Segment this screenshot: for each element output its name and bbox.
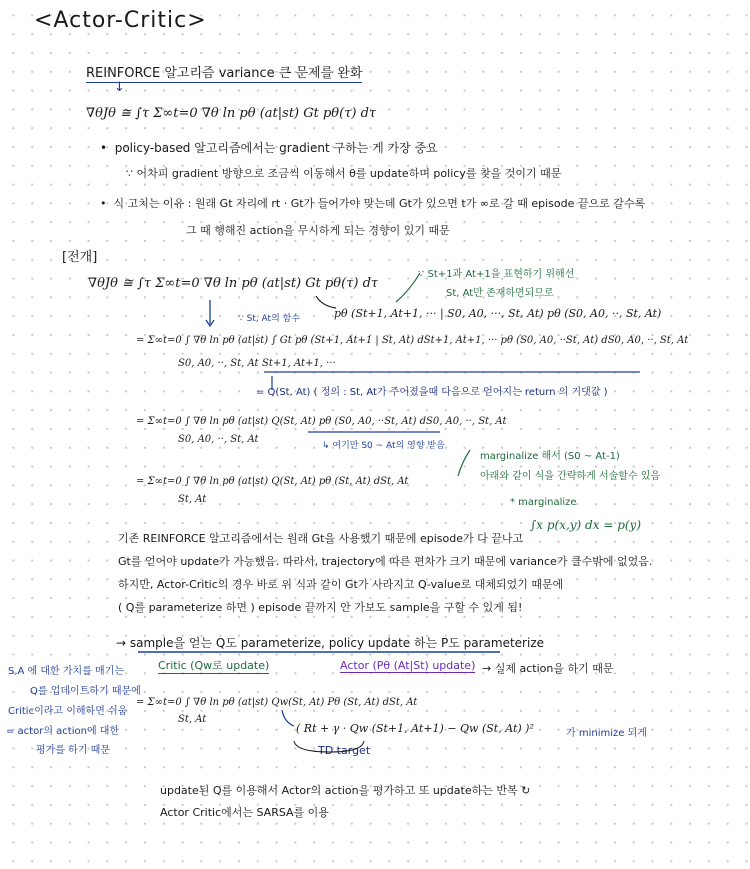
marginalize-arrow: [458, 450, 470, 476]
actor-critic-arrow-line: → sample을 얻는 Q도 parameterize, policy update 하는 P도 parameterize: [116, 636, 544, 650]
marginalize-box-title: * marginalize: [510, 497, 577, 508]
bullet-dot: •: [100, 197, 114, 210]
eq5-subscript: St, At: [178, 714, 207, 725]
td-target-label: TD target: [318, 744, 371, 757]
bullet-1-text: policy-based 알고리즘에서는 gradient 구하는 게 가장 중요: [114, 141, 438, 155]
td-minimize-note: 가 minimize 되게: [566, 728, 647, 739]
bullet-1-sub: ∵ 어차피 gradient 방향으로 조금씩 이동해서 θ를 update하며 policy를 찾을 것이기 때문: [126, 167, 562, 180]
eq2-subscript-2: St+1, At+1, ···: [262, 358, 336, 369]
blue-note-eq3: ↳ 여기만 S0 ~ At의 영향 받음: [322, 441, 445, 451]
marginalize-box-formula: ∫x p(x,y) dx = p(y): [530, 518, 642, 532]
expansion-arrow: [316, 296, 336, 308]
actor-note: → 실제 action을 하기 때문: [482, 662, 614, 675]
expanded-equation-3: = Σ∞t=0 ∫ ∇θ ln pθ (at|st) Q(St, At) pθ (S0, A0, ··St, At) dS0, A0, ··, St, At: [136, 416, 507, 427]
bullet-dot: •: [100, 141, 115, 155]
page-title: <Actor-Critic>: [34, 8, 207, 33]
q-definition: = Q(St, At) ( 정의 : St, At가 주어졌을때 다음으로 얻어지는 return 의 기댓값 ): [256, 387, 608, 398]
blue-note-function: ∵ St, At의 함수: [238, 314, 301, 324]
actor-label: Actor (Pθ (At|St) update): [340, 659, 476, 672]
paragraph-line-1: 기존 REINFORCE 알고리즘에서는 원래 Gt을 사용했기 때문에 episode가 다 끝나고: [118, 532, 524, 545]
paragraph-line-4: ( Q를 parameterize 하면 ) episode 끝까지 안 가보도 sample을 구할 수 있게 됨!: [118, 601, 523, 614]
qw-arrow: [282, 710, 294, 726]
eq2-subscript-1: S0, A0, ··, St, At: [178, 358, 259, 369]
expansion-right: pθ (St+1, At+1, ··· | S0, A0, ···, St, At) pθ (S0, A0, ··, St, At): [334, 307, 662, 320]
critic-explanation-3: Critic이라고 이해하면 쉬움: [8, 706, 128, 717]
footer-line-2: Actor Critic에서는 SARSA를 이용: [160, 806, 329, 819]
actor-critic-equation: = Σ∞t=0 ∫ ∇θ ln pθ (at|st) Qw(St, At) Pθ (St, At) dSt, At: [136, 697, 418, 708]
green-note-1: ∵ St+1과 At+1을 표현하기 위해선: [418, 269, 575, 280]
td-error-expression: ( Rt + γ · Qw (St+1, At+1) − Qw (St, At) )²: [296, 722, 534, 735]
footer-line-1: update된 Q를 이용해서 Actor의 action을 평가하고 또 update하는 반복 ↻: [160, 784, 531, 797]
critic-explanation-5: 평가를 하기 때문: [36, 745, 110, 756]
expanded-equation-2: = Σ∞t=0 ∫ ∇θ ln pθ (at|st) ∫ Gt pθ (St+1, At+1 | St, At) dSt+1, At+1, ··· pθ (S0, A0, ··St, At) dS0, A0, ··, St, At: [136, 335, 689, 346]
critic-explanation-1: S,A 에 대한 가치를 매기는: [8, 666, 125, 677]
derivation-label: [전개]: [62, 250, 98, 265]
bullet-2-text: 식 고치는 이유 : 원래 Gt 자리에 rt · Gt가 들어가야 맞는데 Gt가 있으면 t가 ∞로 갈 때 episode 끝으로 갈수록: [113, 197, 646, 210]
paragraph-line-2: Gt를 얻어야 update가 가능했음. 따라서, trajectory에 따른 편차가 크기 때문에 variance가 클수밖에 없었음.: [118, 555, 653, 568]
green-note-arrow: [396, 273, 420, 302]
bullet-2: [100, 195, 645, 211]
marginalize-note-2: 아래와 같이 식을 간략하게 서술할수 있음: [480, 471, 661, 482]
down-arrow-icon: ↓: [114, 80, 125, 95]
paragraph-line-3: 하지만, Actor-Critic의 경우 바로 위 식과 같이 Gt가 사라지고 Q-value로 대체되었기 때문에: [118, 578, 564, 591]
derivation-main-equation: ∇θJθ ≅ ∫τ Σ∞t=0 ∇θ ln pθ (at|st) Gt pθ(τ) dτ: [88, 276, 379, 291]
marginalize-note-1: marginalize 해서 (S0 ~ At-1): [480, 451, 620, 462]
intro-heading: REINFORCE 알고리즘 variance 큰 문제를 완화: [86, 62, 362, 83]
bullet-1: [100, 139, 438, 156]
critic-explanation-2: Q를 업데이트하기 때문에: [30, 686, 141, 697]
critic-label: Critic (Qw로 update): [158, 659, 270, 672]
expanded-equation-4: = Σ∞t=0 ∫ ∇θ ln pθ (at|st) Q(St, At) pθ (St, At) dSt, At: [136, 476, 409, 487]
critic-explanation-4: = actor의 action에 대한: [6, 726, 120, 737]
green-note-2: St, At만 존재하면되므로: [446, 288, 554, 299]
eq3-subscript: S0, A0, ··, St, At: [178, 434, 259, 445]
bullet-2-cont: 그 때 행해진 action을 무시하게 되는 경향이 있기 때문: [186, 224, 450, 237]
function-arrow-head: [206, 320, 214, 326]
eq4-subscript: St, At: [178, 494, 207, 505]
policy-gradient-equation: ∇θJθ ≅ ∫τ Σ∞t=0 ∇θ ln pθ (at|st) Gt pθ(τ) dτ: [86, 106, 377, 121]
